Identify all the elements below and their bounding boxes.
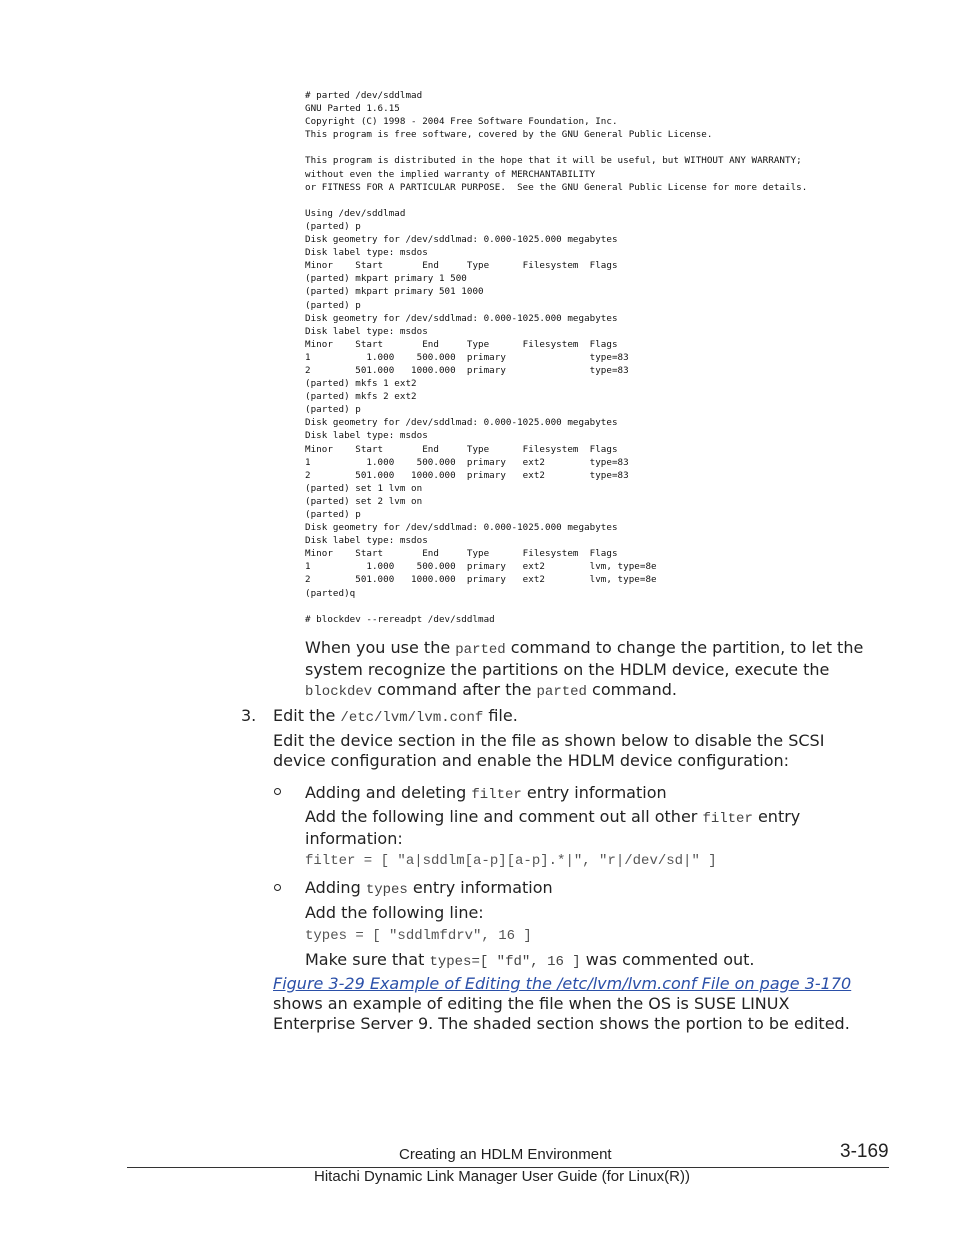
bullet-filter-heading (305, 783, 895, 805)
text: Adding (305, 878, 366, 897)
console-line: (parted) mkpart primary 501 1000 (305, 286, 484, 298)
console-line: Minor Start End Type Filesystem Flags (305, 443, 618, 455)
console-line (305, 194, 865, 207)
types-note (305, 950, 895, 972)
text: entry information (407, 878, 553, 897)
text: command after the (372, 680, 537, 699)
text: was commented out. (580, 950, 755, 969)
bullet-marker (274, 884, 281, 891)
console-output (305, 89, 865, 626)
text: Add the following line and comment out all other (305, 807, 703, 826)
console-line: or FITNESS FOR A PARTICULAR PURPOSE. See the GNU General Public License for more details. (305, 181, 808, 193)
console-line: Disk label type: msdos (305, 535, 428, 547)
console-line: Disk geometry for /dev/sddlmad: 0.000-1025.000 megabytes (305, 234, 618, 246)
command-blockdev: blockdev (305, 684, 373, 700)
filter-code-line: filter = [ "a|sddlm[a-p][a-p].*|", "r|/dev/sd|" ] (305, 853, 717, 869)
console-line: Disk label type: msdos (305, 430, 428, 442)
parted-note-paragraph (305, 638, 895, 702)
console-line: Disk geometry for /dev/sddlmad: 0.000-1025.000 megabytes (305, 522, 618, 534)
console-line: (parted) p (305, 220, 361, 232)
console-line: (parted) mkfs 2 ext2 (305, 391, 417, 403)
figure-link[interactable]: Figure 3-29 Example of Editing the /etc/lvm/lvm.conf File on page 3-170 (273, 974, 852, 993)
console-line: Disk geometry for /dev/sddlmad: 0.000-1025.000 megabytes (305, 312, 618, 324)
console-line: 2 501.000 1000.000 primary type=83 (305, 364, 629, 376)
types-code-line: types = [ "sddlmfdrv", 16 ] (305, 928, 532, 944)
bullet-types-description: Add the following line: (305, 903, 484, 922)
figure-reference-paragraph (273, 974, 893, 1034)
code-filter: filter (702, 811, 753, 827)
text: shows an example of editing the file when the OS is SUSE LINUX (273, 994, 790, 1013)
console-line: 2 501.000 1000.000 primary ext2 type=83 (305, 469, 629, 481)
console-line: Disk label type: msdos (305, 325, 428, 337)
text: When you use the (305, 638, 456, 657)
code-types-fd: types=[ "fd", 16 ] (429, 954, 581, 970)
text: Adding and deleting (305, 783, 472, 802)
console-line: (parted) mkfs 1 ext2 (305, 378, 417, 390)
text: Edit the (273, 706, 341, 725)
console-line: 1 1.000 500.000 primary ext2 lvm, type=8e (305, 561, 657, 573)
footer-page-number: 3-169 (840, 1141, 889, 1162)
console-line (305, 141, 865, 154)
console-line: Minor Start End Type Filesystem Flags (305, 260, 618, 272)
text: entry information (521, 783, 667, 802)
text: file. (483, 706, 518, 725)
console-line: Copyright (C) 1998 - 2004 Free Software Foundation, Inc. (305, 116, 618, 128)
text: command to change the partition, to let the system recognize the partitions on the HDLM device, execute the (305, 638, 864, 679)
bullet-types-heading (305, 878, 895, 900)
code-filter: filter (471, 787, 522, 803)
console-line: GNU Parted 1.6.15 (305, 103, 400, 115)
file-path: /etc/lvm/lvm.conf (340, 710, 484, 726)
console-line: 1 1.000 500.000 primary ext2 type=83 (305, 456, 629, 468)
console-line: # parted /dev/sddlmad (305, 90, 423, 101)
console-line: This program is free software, covered by the GNU General Public License. (305, 129, 713, 141)
console-line: (parted) set 2 lvm on (305, 495, 423, 507)
step-3-heading (273, 706, 893, 728)
text: entry information: (305, 807, 801, 848)
text: Enterprise Server 9. The shaded section shows the portion to be edited. (273, 1014, 850, 1033)
console-line: (parted) set 1 lvm on (305, 482, 423, 494)
console-line: (parted)q (305, 587, 356, 599)
console-line: Disk geometry for /dev/sddlmad: 0.000-1025.000 megabytes (305, 417, 618, 429)
console-line: without even the implied warranty of MERCHANTABILITY (305, 168, 596, 180)
console-line: Minor Start End Type Filesystem Flags (305, 338, 618, 350)
console-line: 2 501.000 1000.000 primary ext2 lvm, type=8e (305, 574, 657, 586)
console-line: (parted) p (305, 509, 361, 520)
console-line: 1 1.000 500.000 primary type=83 (305, 351, 629, 363)
console-line: (parted) mkpart primary 1 500 (305, 273, 467, 285)
console-line: # blockdev --rereadpt /dev/sddlmad (305, 613, 495, 625)
command-parted: parted (536, 684, 587, 700)
step-3-description: Edit the device section in the file as shown below to disable the SCSI device configuration and enable the HDLM device configuration: (273, 731, 825, 770)
step-number: 3. (241, 706, 257, 725)
console-line: Using /dev/sddlmad (305, 207, 406, 219)
footer-guide-title: Hitachi Dynamic Link Manager User Guide (for Linux(R)) (314, 1168, 690, 1185)
command-parted: parted (455, 642, 506, 658)
console-line: (parted) p (305, 299, 361, 311)
console-line: Disk label type: msdos (305, 247, 428, 259)
console-line: (parted) p (305, 404, 361, 416)
text: command. (586, 680, 677, 699)
footer-chapter: Creating an HDLM Environment (399, 1146, 612, 1163)
console-line: This program is distributed in the hope that it will be useful, but WITHOUT ANY WARRANTY; (305, 155, 802, 167)
code-types: types (365, 882, 408, 898)
bullet-filter-description (305, 807, 845, 849)
console-line: Minor Start End Type Filesystem Flags (305, 548, 618, 560)
console-line (305, 600, 865, 613)
text: Make sure that (305, 950, 430, 969)
bullet-marker (274, 788, 281, 795)
